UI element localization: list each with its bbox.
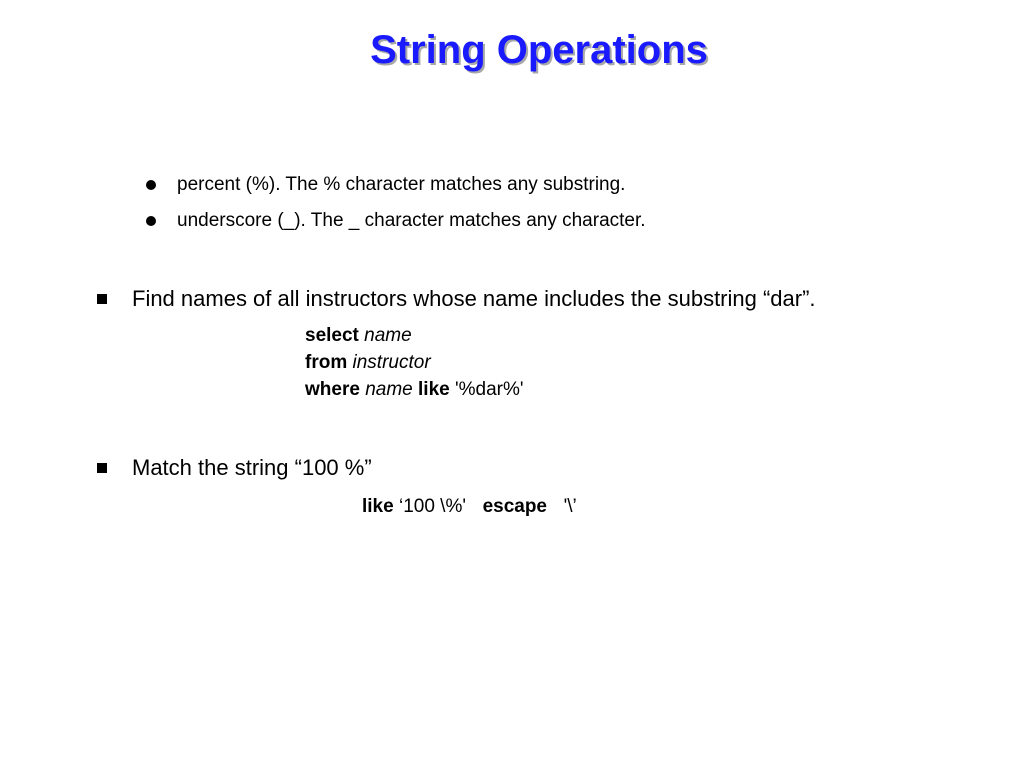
keyword-from: from — [305, 352, 348, 373]
sub-bullet-percent: percent (%). The % character matches any substring. — [177, 174, 626, 195]
attribute-name: name — [365, 379, 413, 400]
sub-bullet-underscore: underscore (_). The _ character matches any character. — [177, 210, 646, 231]
bullet-match-string: Match the string “100 %” — [132, 455, 372, 480]
escape-character: '\’ — [563, 496, 577, 517]
pattern-dar: '%dar%' — [455, 379, 524, 400]
bullet-dot-icon — [146, 216, 156, 226]
attribute-name: name — [364, 325, 412, 346]
slide-title: String Operations — [370, 28, 708, 72]
bullet-square-icon — [97, 294, 107, 304]
pattern-100-percent: ‘100 \%' — [398, 496, 466, 517]
keyword-select: select — [305, 325, 359, 346]
keyword-where: where — [305, 379, 360, 400]
query-from-line — [305, 351, 431, 375]
bullet-square-icon — [97, 463, 107, 473]
bullet-dot-icon — [146, 180, 156, 190]
keyword-like: like — [418, 379, 450, 400]
query-where-line — [305, 378, 524, 402]
bullet-find-names: Find names of all instructors whose name includes the substring “dar”. — [132, 286, 816, 311]
query-select-line — [305, 324, 412, 348]
query-like-escape-line — [362, 495, 577, 519]
keyword-escape: escape — [482, 496, 548, 517]
keyword-like: like — [362, 496, 394, 517]
relation-instructor: instructor — [352, 352, 431, 373]
